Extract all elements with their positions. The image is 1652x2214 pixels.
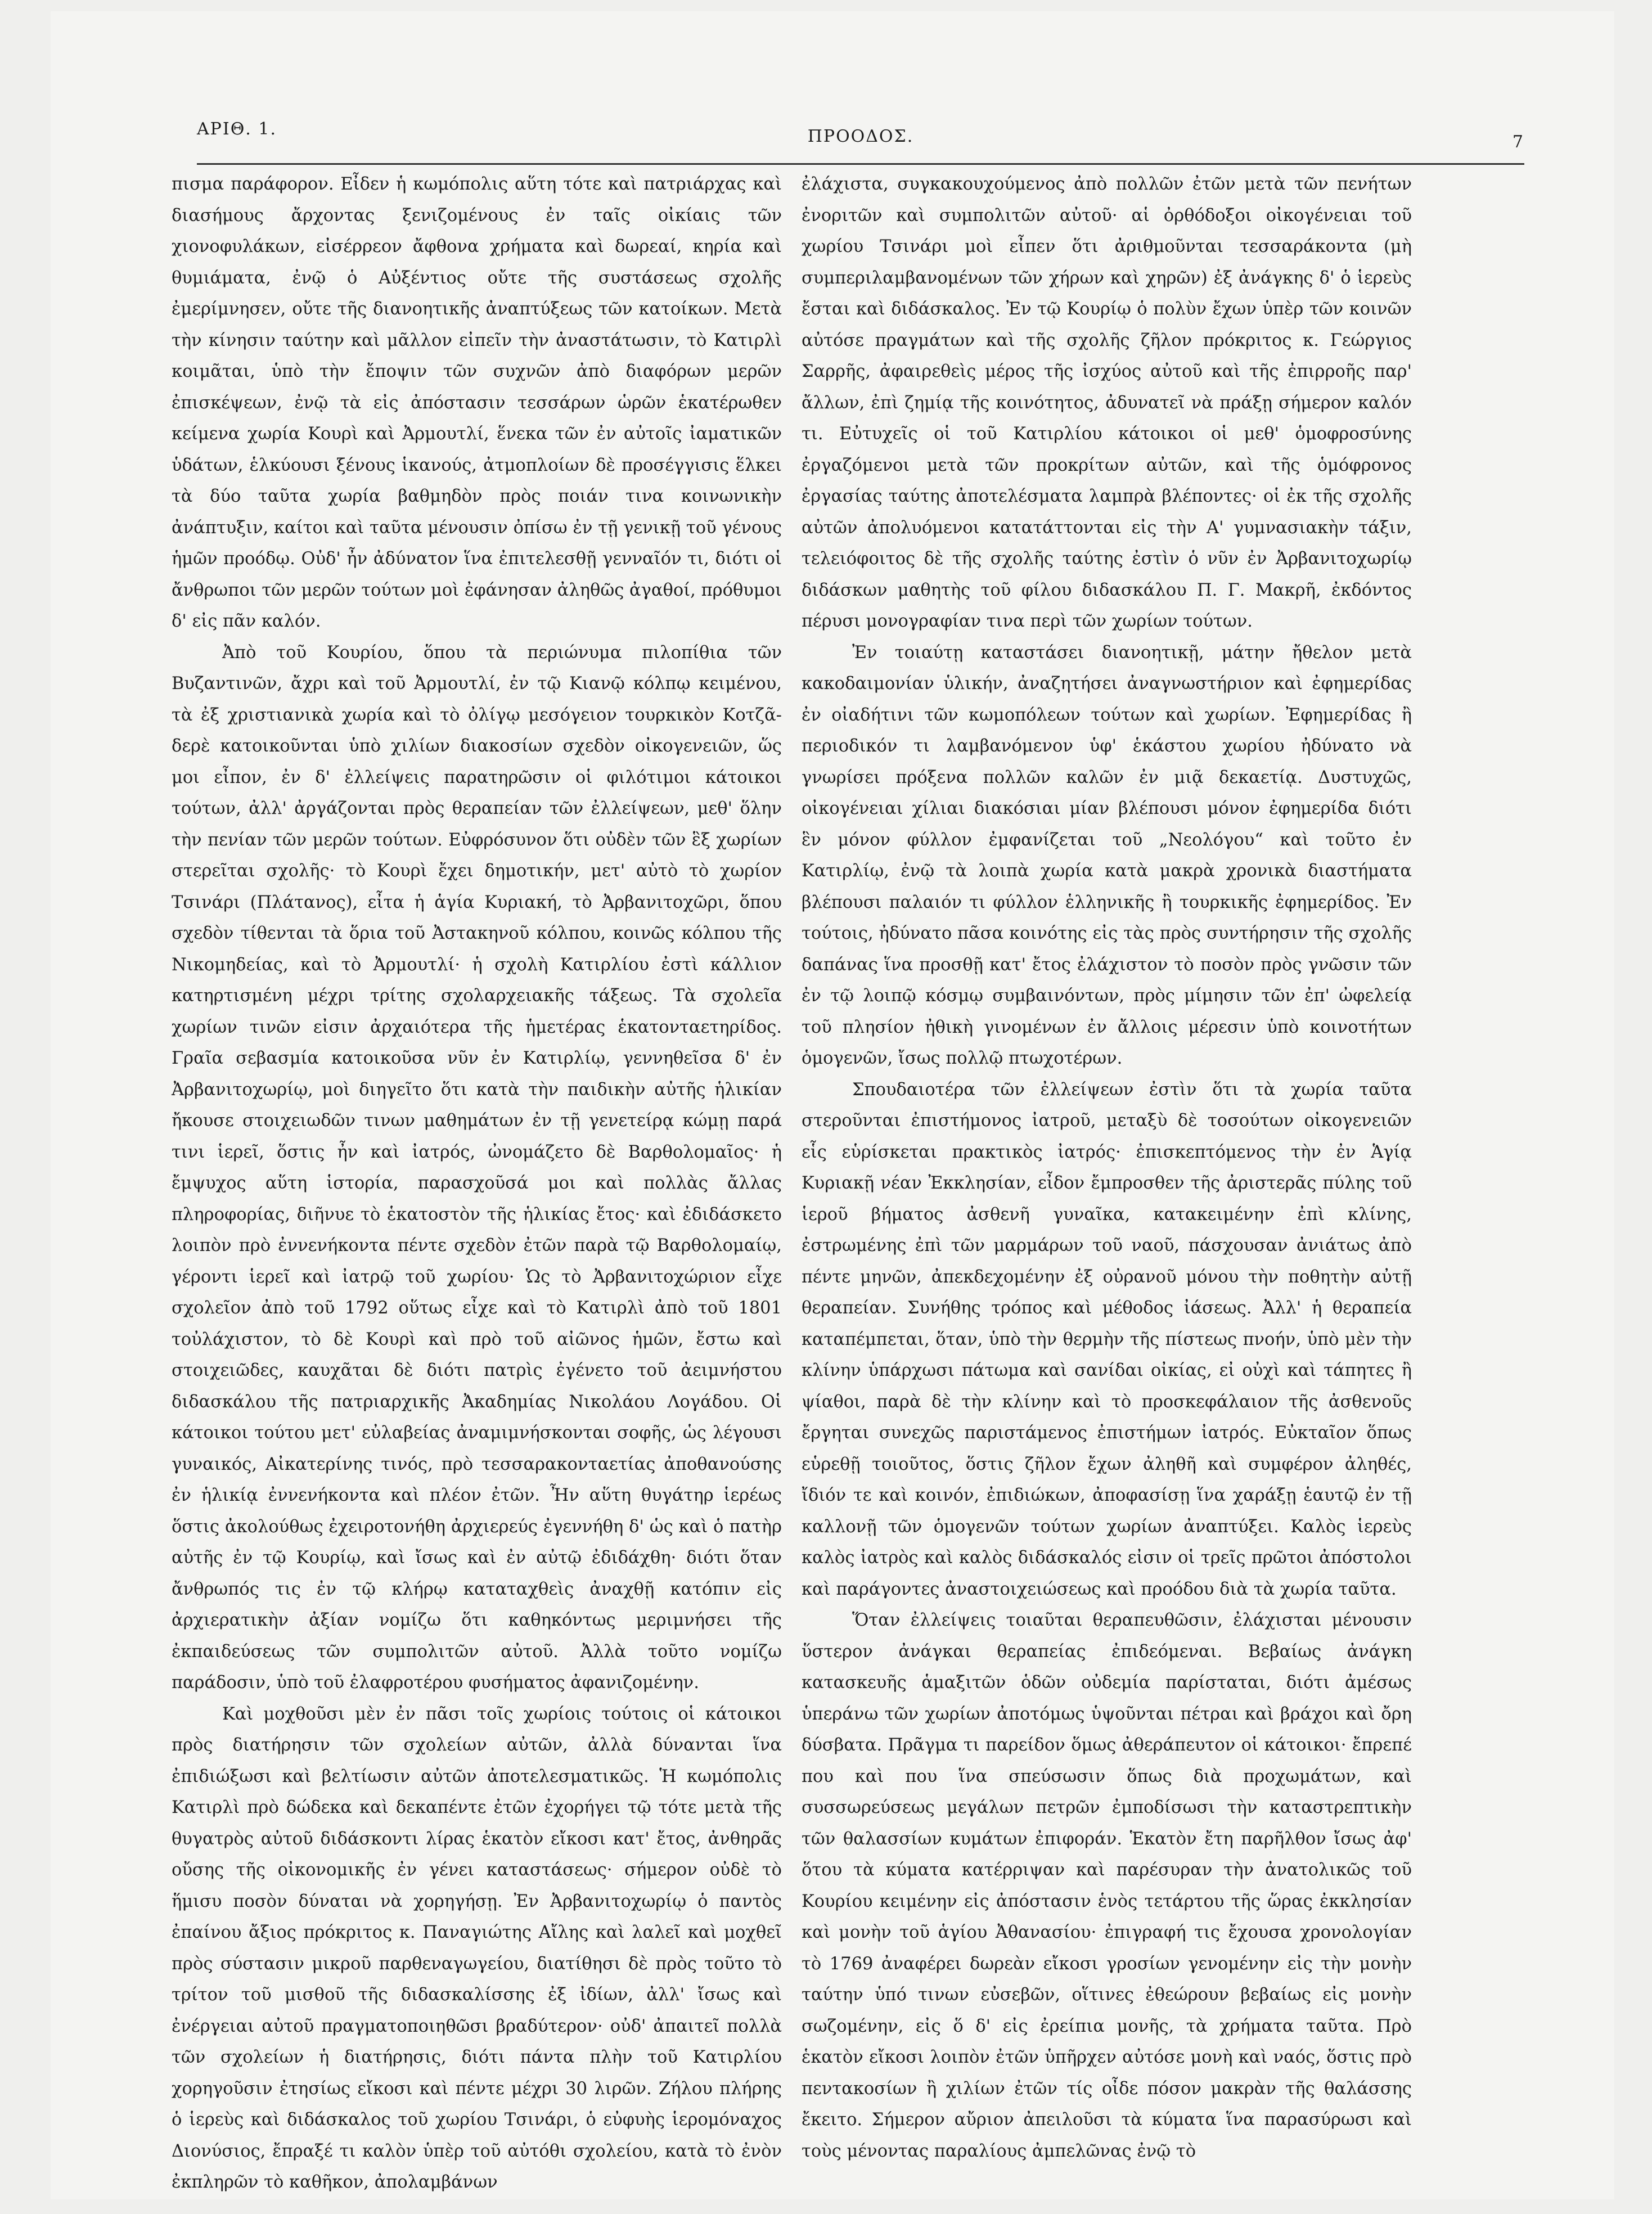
publication-title: ΠΡΟΟΔΟΣ. (807, 127, 914, 146)
page-number: 7 (1512, 132, 1524, 152)
paragraph: Ὅταν ἐλλείψεις τοιαῦται θεραπευθῶσιν, ἐλάχισται μένουσιν ὕστερον ἀνάγκαι θεραπείας ἐπιδεόμεναι. Βεβαίως ἀνάγκη κατασκευῆς ἁμαξιτῶν ὁδῶν οὐδεμία παρίσταται, διότι ἀμέσως ὑπεράνω τῶν χωρίων ἀποτόμως ὑψοῦνται πέτραι καὶ βράχοι καὶ ὄρη δύσβατα. Πρᾶγμα τι παρείδον ὅμως ἀθεράπευτον οἱ κάτοικοι· ἔπρεπέ που καὶ που ἵνα σπεύσωσιν ὅπως διὰ προχωμάτων, καὶ συσσωρεύσεως μεγάλων πετρῶν ἐμποδίσωσι τὴν καταστρεπτικὴν τῶν θαλασσίων κυμάτων ἐπιφοράν. Ἑκατὸν ἔτη παρῆλθον ἴσως ἀφ' ὅτου τὰ κύματα κατέρριψαν καὶ παρέσυραν τὴν ἀνατολικῶς τοῦ Κουρίου κειμένην εἰς ἀπόστασιν ἑνὸς τετάρτου τῆς ὥρας ἐκκλησίαν καὶ μονὴν τοῦ ἁγίου Ἀθανασίου· ἐπιγραφή τις ἔχουσα χρονολογίαν τὸ 1769 ἀναφέρει δωρεὰν εἴκοσι γροσίων γενομένην εἰς τὴν μονὴν ταύτην ὑπό τινων εὐσεβῶν, οἵτινες ἐθεώρουν βεβαίως εἰς μονὴν σωζομένην, εἰς ὅ δ' εἰς ἐρείπια μονῆς, τὰ χρήματα ταῦτα. Πρὸ ἑκατὸν εἴκοσι λοιπὸν ἐτῶν ὑπῆρχεν αὐτόσε μονὴ καὶ ναός, ὅστις πρὸ πεντακοσίων ἢ χιλίων ἐτῶν τίς οἶδε πόσον μακρὰν τῆς θαλάσσης ἔκειτο. Σήμερον αὔριον ἀπειλοῦσι τὰ κύματα ἵνα παρασύρωσι καὶ τοὺς μένοντας παραλίους ἀμπελῶνας ἐνῷ τὸ (802, 1610, 1412, 2161)
paragraph: ἐλάχιστα, συγκακουχούμενος ἀπὸ πολλῶν ἐτῶν μετὰ τῶν πενήτων ἐνοριτῶν καὶ συμπολιτῶν αὐτοῦ· αἱ ὀρθόδοξοι οἰκογένειαι τοῦ χωρίου Τσινάρι μοὶ εἶπεν ὅτι ἀριθμοῦνται τεσσαράκοντα (μὴ συμπεριλαμβανομένων τῶν χήρων καὶ χηρῶν) ἐξ ἀνάγκης δ' ὁ ἱερεὺς ἔσται καὶ διδάσκαλος. Ἐν τῷ Κουρίῳ ὁ πολὺν ἔχων ὑπὲρ τῶν κοινῶν αὐτόσε πραγμάτων καὶ τῆς σχολῆς ζῆλον πρόκριτος κ. Γεώργιος Σαρρῆς, ἀφαιρεθεὶς μέρος τῆς ἰσχύος αὐτοῦ καὶ τῆς ἐπιρροῆς παρ' ἄλλων, ἐπὶ ζημίᾳ τῆς κοινότητος, ἀδυνατεῖ νὰ πράξῃ σήμερον καλόν τι. Εὐτυχεῖς οἱ τοῦ Κατιρλίου κάτοικοι οἱ μεθ' ὁμοφροσύνης ἐργαζόμενοι μετὰ τῶν προκρίτων αὐτῶν, καὶ τῆς ὁμόφρονος ἐργασίας ταύτης ἀποτελέσματα λαμπρὰ βλέποντες· οἱ ἐκ τῆς σχολῆς αὐτῶν ἀπολυόμενοι κατατάττονται εἰς τὴν Α' γυμνασιακὴν τάξιν, τελειόφοιτος δὲ τῆς σχολῆς ταύτης ἐστὶν ὁ νῦν ἐν Ἀρβανιτοχωρίῳ διδάσκων μαθητὴς τοῦ φίλου διδασκάλου Π. Γ. Μακρῆ, ἐκδόντος πέρυσι μονογραφίαν τινα περὶ τῶν χωρίων τούτων. (802, 174, 1412, 631)
right-text-column (802, 169, 1412, 2166)
paragraph: Ἀπὸ τοῦ Κουρίου, ὅπου τὰ περιώνυμα πιλοπίθια τῶν Βυζαντινῶν, ἄχρι καὶ τοῦ Ἀρμουτλί, ἐν τῷ Κιανῷ κόλπῳ κειμένου, τὰ ἐξ χριστιανικὰ χωρία καὶ τὸ ὀλίγῳ μεσόγειον τουρκικὸν Κοτζᾶ-δερὲ κατοικοῦνται ὑπὸ χιλίων διακοσίων σχεδὸν οἰκογενειῶν, ὥς μοι εἶπον, ἐν δ' ἐλλείψεις παρατηρῶσιν οἱ φιλότιμοι κάτοικοι τούτων, ἀλλ' ἀργάζονται πρὸς θεραπείαν τῶν ἐλλείψεων, μεθ' ὅλην τὴν πενίαν τῶν μερῶν τούτων. Εὐφρόσυνον ὅτι οὐδὲν τῶν ἓξ χωρίων στερεῖται σχολῆς· τὸ Κουρὶ ἔχει δημοτικήν, μετ' αὐτὸ τὸ χωρίον Τσινάρι (Πλάτανος), εἶτα ἡ ἁγία Κυριακή, τὸ Ἀρβανιτοχῶρι, ὅπου σχεδὸν τίθενται τὰ ὅρια τοῦ Ἀστακηνοῦ κόλπου, κοινῶς κόλπου τῆς Νικομηδείας, καὶ τὸ Ἀρμουτλί· ἡ σχολὴ Κατιρλίου ἐστὶ κάλλιον κατηρτισμένη μέχρι τρίτης σχολαρχειακῆς τάξεως. Τὰ σχολεῖα χωρίων τινῶν εἰσιν ἀρχαιότερα τῆς ἡμετέρας ἑκατονταετηρίδος. Γραῖα σεβασμία κατοικοῦσα νῦν ἐν Κατιρλίῳ, γεννηθεῖσα δ' ἐν Ἀρβανιτοχωρίῳ, μοὶ διηγεῖτο ὅτι κατὰ τὴν παιδικὴν αὐτῆς ἡλικίαν ἤκουσε στοιχειωδῶν τινων μαθημάτων ἐν τῇ γενετείρᾳ κώμῃ παρά τινι ἱερεῖ, ὅστις ἦν καὶ ἰατρός, ὠνομάζετο δὲ Βαρθολομαῖος· ἡ ἔμψυχος αὕτη ἱστορία, παρασχοῦσά μοι καὶ πολλὰς ἄλλας πληροφορίας, διῆνυε τὸ ἑκατοστὸν τῆς ἡλικίας ἔτος· καὶ ἐδιδάσκετο λοιπὸν πρὸ ἐννενήκοντα πέντε σχεδὸν ἐτῶν παρὰ τῷ Βαρθολομαίῳ, γέροντι ἱερεῖ καὶ ἰατρῷ τοῦ χωρίου· Ὡς τὸ Ἀρβανιτοχώριον εἶχε σχολεῖον ἀπὸ τοῦ 1792 οὕτως εἶχε καὶ τὸ Κατιρλὶ ἀπὸ τοῦ 1801 τοὐλάχιστον, τὸ δὲ Κουρὶ καὶ πρὸ τοῦ αἰῶνος ἡμῶν, ἔστω καὶ στοιχειῶδες, καυχᾶται δὲ διότι πατρὶς ἐγένετο τοῦ ἀειμνήστου διδασκάλου τῆς πατριαρχικῆς Ἀκαδημίας Νικολάου Λογάδου. Οἱ κάτοικοι τούτου μετ' εὐλαβείας ἀναμιμνήσκονται σοφῆς, ὡς λέγουσι γυναικός, Αἰκατερίνης τινός, πρὸ τεσσαρακονταετίας ἀποθανούσης ἐν ἡλικίᾳ ἐννενήκοντα καὶ πλέον ἐτῶν. Ἦν αὕτη θυγάτηρ ἱερέως ὅστις ἀκολούθως ἐχειροτονήθη ἀρχιερεύς ἐγεννήθη δ' ὡς καὶ ὁ πατὴρ αὐτῆς ἐν τῷ Κουρίῳ, καὶ ἴσως καὶ ἐν αὐτῷ ἐδιδάχθη· διότι ὅταν ἄνθρωπός τις ἐν τῷ κλήρῳ καταταχθεὶς ἀναχθῇ κατόπιν εἰς ἀρχιερατικὴν ἀξίαν νομίζω ὅτι καθηκόντως μεριμνήσει τῆς ἐκπαιδεύσεως τῶν συμπολιτῶν αὐτοῦ. Ἀλλὰ τοῦτο νομίζω παράδοσιν, ὑπὸ τοῦ ἐλαφροτέρου φυσήματος ἀφανιζομένην. (172, 642, 782, 1693)
left-text-column (172, 169, 782, 2192)
paragraph: Ἐν τοιαύτῃ καταστάσει διανοητικῇ, μάτην ἤθελον μετὰ κακοδαιμονίαν ὑλικήν, ἀναζητήσει ἀναγνωστήριον καὶ ἐφημερίδας ἐν οἰαδήτινι τῶν κωμοπόλεων τούτων καὶ χωρίων. Ἐφημερίδας ἢ περιοδικόν τι λαμβανόμενον ὑφ' ἑκάστου χωρίου ἠδύνατο νὰ γνωρίσει πρόξενα πολλῶν καλῶν ἐν μιᾷ δεκαετίᾳ. Δυστυχῶς, οἰκογένειαι χίλιαι διακόσιαι μίαν βλέπουσι μόνον ἐφημερίδα διότι ἓν μόνον φύλλον ἐμφανίζεται τοῦ „Νεολόγου“ καὶ τοῦτο ἐν Κατιρλίῳ, ἐνῷ τὰ λοιπὰ χωρία κατὰ μακρὰ χρονικὰ διαστήματα βλέπουσι παλαιόν τι φύλλον ἑλληνικῆς ἢ τουρκικῆς ἐφημερίδος. Ἐν τούτοις, ἠδύνατο πᾶσα κοινότης εἰς τὰς πρὸς συντήρησιν τῆς σχολῆς δαπάνας ἵνα προσθῇ κατ' ἔτος ἐλάχιστον τὸ ποσὸν πρὸς γνῶσιν τῶν ἐν τῷ λοιπῷ κόσμῳ συμβαινόντων, πρὸς μίμησιν τῶν ἐπ' ὠφελείᾳ τοῦ πλησίον ἠθικὴ γινομένων ἐν ἄλλοις μέρεσιν ὑπὸ κοινοτήτων ὁμογενῶν, ἴσως πολλῷ πτωχοτέρων. (802, 642, 1412, 1068)
issue-number: ΑΡΙΘ. 1. (197, 119, 277, 139)
paragraph: πισμα παράφορον. Εἶδεν ἡ κωμόπολις αὕτη τότε καὶ πατριάρχας καὶ διασήμους ἄρχοντας ξενιζομένους ἐν ταῖς οἰκίαις τῶν χιονοφυλάκων, εἰσέρρεον ἄφθονα χρήματα καὶ δωρεαί, κηρία καὶ θυμιάματα, ἐνῷ ὁ Αὐξέντιος οὔτε τῆς συστάσεως σχολῆς ἐμερίμνησεν, οὔτε τῆς διανοητικῆς ἀναπτύξεως τῶν κατοίκων. Μετὰ τὴν κίνησιν ταύτην καὶ μᾶλλον εἰπεῖν τὴν ἀναστάτωσιν, τὸ Κατιρλὶ κοιμᾶται, ὑπὸ τὴν ἔποψιν τῶν συχνῶν ἀπὸ διαφόρων μερῶν ἐπισκέψεων, ἐνῷ τὰ εἰς ἀπόστασιν τεσσάρων ὡρῶν ἑκατέρωθεν κείμενα χωρία Κουρὶ καὶ Ἀρμουτλί, ἕνεκα τῶν ἐν αὐτοῖς ἰαματικῶν ὑδάτων, ἑλκύουσι ξένους ἱκανούς, ἀτμοπλοίων δὲ προσέγγισις ἕλκει τὰ δύο ταῦτα χωρία βαθμηδὸν πρὸς ποιάν τινα κοινωνικὴν ἀνάπτυξιν, καίτοι καὶ ταῦτα μένουσιν ὀπίσω ἐν τῇ γενικῇ τοῦ γένους ἡμῶν προόδῳ. Οὐδ' ἦν ἀδύνατον ἵνα ἐπιτελεσθῇ γενναῖόν τι, διότι οἱ ἄνθρωποι τῶν μερῶν τούτων μοὶ ἐφάνησαν ἀληθῶς ἀγαθοί, πρόθυμοι δ' εἰς πᾶν καλόν. (172, 174, 782, 631)
paragraph: Καὶ μοχθοῦσι μὲν ἐν πᾶσι τοῖς χωρίοις τούτοις οἱ κάτοικοι πρὸς διατήρησιν τῶν σχολείων αὐτῶν, ἀλλὰ δύνανται ἵνα ἐπιδιώξωσι καὶ βελτίωσιν αὐτῶν ἀποτελεσματικῶς. Ἡ κωμόπολις Κατιρλὶ πρὸ δώδεκα καὶ δεκαπέντε ἐτῶν ἐχορήγει τῷ τότε μετὰ τῆς θυγατρὸς αὐτοῦ διδάσκοντι λίρας ἑκατὸν εἴκοσι κατ' ἔτος, ἀνθηρᾶς οὔσης τῆς οἰκονομικῆς ἐν γένει καταστάσεως· σήμερον οὐδὲ τὸ ἥμισυ ποσὸν δύναται νὰ χορηγήσῃ. Ἐν Ἀρβανιτοχωρίῳ ὁ παντὸς ἐπαίνου ἄξιος πρόκριτος κ. Παναγιώτης Αἴλης καὶ λαλεῖ καὶ μοχθεῖ πρὸς σύστασιν μικροῦ παρθεναγωγείου, διατίθησι δὲ πρὸς τοῦτο τὸ τρίτον τοῦ μισθοῦ τῆς διδασκαλίσσης ἐξ ἰδίων, ἀλλ' ἴσως καὶ ἐνέργειαι αὐτοῦ πραγματοποιηθῶσι βραδύτερον· οὐδ' ἀπαιτεῖ πολλὰ τῶν σχολείων ἡ διατήρησις, διότι πάντα πλὴν τοῦ Κατιρλίου χορηγοῦσιν ἐτησίως εἴκοσι καὶ πέντε μέχρι 30 λιρῶν. Ζήλου πλήρης ὁ ἱερεὺς καὶ διδάσκαλος τοῦ χωρίου Τσινάρι, ὁ εὐφυὴς ἱερομόναχος Διονύσιος, ἔπραξέ τι καλὸν ὑπὲρ τοῦ αὐτόθι σχολείου, κατὰ τὸ ἐνὸν ἐκπληρῶν τὸ καθῆκον, ἀπολαμβάνων (172, 1704, 782, 2192)
paragraph: Σπουδαιοτέρα τῶν ἐλλείψεων ἐστὶν ὅτι τὰ χωρία ταῦτα στεροῦνται ἐπιστήμονος ἰατροῦ, μεταξὺ δὲ τοσούτων οἰκογενειῶν εἷς εὑρίσκεται πρακτικὸς ἰατρός· ἐπισκεπτόμενος τὴν ἐν Ἁγίᾳ Κυριακῇ νέαν Ἐκκλησίαν, εἶδον ἔμπροσθεν τῆς ἀριστερᾶς πύλης τοῦ ἱεροῦ βήματος ἀσθενῆ γυναῖκα, κατακειμένην ἐπὶ κλίνης, ἐστρωμένης ἐπὶ τῶν μαρμάρων τοῦ ναοῦ, πάσχουσαν ἀνιάτως ἀπὸ πέντε μηνῶν, ἀπεκδεχομένην ἐξ οὐρανοῦ μόνου τὴν ποθητὴν αὐτῇ θεραπείαν. Συνήθης τρόπος καὶ μέθοδος ἰάσεως. Ἀλλ' ἡ θεραπεία καταπέμπεται, ὅταν, ὑπὸ τὴν θερμὴν τῆς πίστεως πνοήν, ὑπὸ μὲν τὴν κλίνην ὑπάρχωσι πάτωμα καὶ σανίδαι οἰκίας, εἰ οὐχὶ καὶ τάπητες ἢ ψίαθοι, παρὰ δὲ τὴν κλίνην καὶ τὸ προσκεφάλαιον τῆς ἀσθενοῦς ἔργηται συνεχῶς παριστάμενος ἐπιστήμων ἰατρός. Εὐκταῖον ὅπως εὑρεθῇ τοιοῦτος, ὅστις ζῆλον ἔχων ἀληθῆ καὶ συμφέρον ἀληθές, ἴδιόν τε καὶ κοινόν, ἐπιδιώκων, ἀποφασίσῃ ἵνα χαράξῃ ἑαυτῷ ἐν τῇ καλλονῇ τῶν ὁμογενῶν τούτων χωρίων ἀναπτύξει. Καλὸς ἱερεὺς καλὸς ἰατρὸς καὶ καλὸς διδάσκαλός εἰσιν οἱ τρεῖς πρῶτοι ἀπόστολοι καὶ παράγοντες ἀναστοιχειώσεως καὶ προόδου διὰ τὰ χωρία ταῦτα. (802, 1079, 1412, 1599)
page-header (197, 107, 1524, 165)
